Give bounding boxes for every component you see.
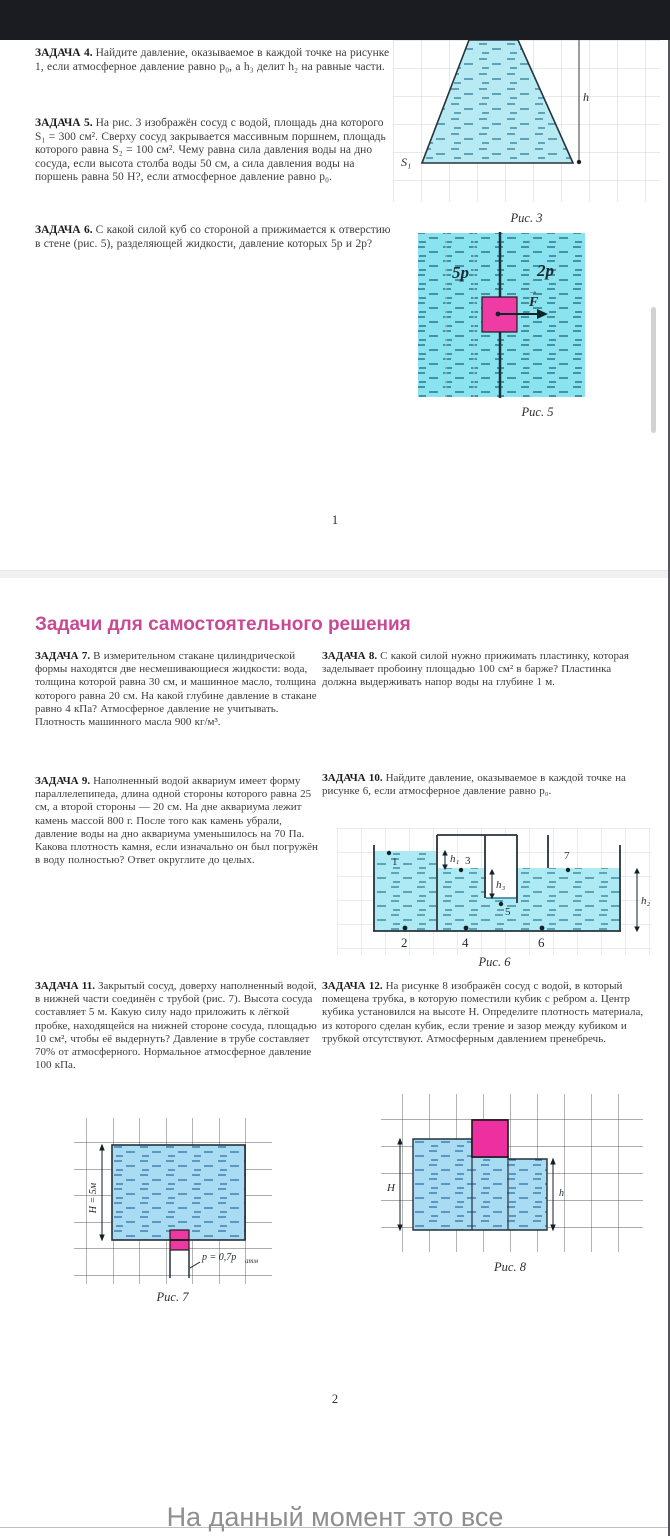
fig7-water-vessel: [112, 1145, 245, 1240]
task-9: [35, 775, 318, 867]
fig6-point-label-7: 7: [564, 850, 570, 862]
task-8-text: С какой силой нужно прижимать пластинку, которая заделывает пробоину площадью 100 см² в барже? Пластинка должна выдерживать напор воды на глубине 1 м.: [322, 650, 629, 689]
task-4: [35, 47, 393, 74]
fig6-point-label-5: 5: [505, 906, 511, 918]
fig5-caption: Рис. 5: [521, 405, 554, 419]
task-7-label: ЗАДАЧА 7.: [35, 650, 91, 662]
figure-7: [60, 1116, 285, 1286]
task-12: [322, 980, 644, 1046]
fig8-H-label: H: [387, 1182, 395, 1194]
task-6-label: ЗАДАЧА 6.: [35, 224, 93, 236]
fig6-water-left: [374, 851, 436, 931]
task-11-text: Закрытый сосуд, доверху наполненный водой, в нижней части соединён с трубой (рис. 7). Высота сосуда составляет 5 м. Какую силу надо приложить к лёгкой пробке, находящейся на нижней стороне сосуда, площадью 10 см², чтобы её выдернуть? Давление в трубе составляет 70% от атмосферного. Нормальное атмосферное давление 100 кПа.: [35, 980, 317, 1072]
figure-8: [375, 1092, 645, 1255]
fig6-h3-label: h₃: [496, 879, 506, 891]
fig5-2p-label: 2p: [537, 261, 554, 280]
task-10-label: ЗАДАЧА 10.: [322, 772, 383, 784]
task-9-text: Наполненный водой аквариум имеет форму параллелепипеда, длина одной стороны которого равна 25 см, а второй стороны — 20 см. На дне аквариума лежит камень массой 800 г. После того как камень убрали, давление воды на дно аквариума уменьшилось на 70 Па. Какова плотность камня, если изначально он был погружён в воду полностью? Ответ округлите до целых.: [35, 775, 318, 867]
footer-message: На данный момент это все: [166, 1502, 504, 1532]
fig5-5p-label: 5p: [452, 263, 469, 282]
task-11-label: ЗАДАЧА 11.: [35, 980, 96, 992]
fig6-point-label-2: 2: [401, 935, 408, 950]
section-heading: Задачи для самостоятельного решения: [35, 614, 411, 635]
task-5-text: На рис. 3 изображён сосуд с водой, площадь дна которого S₁ = 300 см². Сверху сосуд закрывается массивным поршнем, площадь которого равна S₂ = 100 см². Чему равна сила давления воды на дно сосуда, если высота столба воды 50 см, а сила давления воды на поршень равна 50 Н?, если атмосферное давление равно p₀.: [35, 117, 386, 184]
fig8-h-label: h: [559, 1188, 564, 1199]
figure-5: [415, 230, 660, 402]
task-7-text: В измерительном стакане цилиндрической формы находятся две несмешивающиеся жидкости: вода, толщина которой равна 30 см, и машинное масло, толщина которого равна 20 см. На какой глубине давление в стакане равно 4 кПа? Атмосферное давление не учитывать. Плотность машинного масла 900 кг/м³.: [35, 650, 317, 729]
fig5-force-label: F: [529, 295, 539, 310]
fig5-force-vector-arrow: →: [528, 286, 538, 297]
task-5-label: ЗАДАЧА 5.: [35, 117, 93, 129]
fig3-h-label: h: [583, 90, 589, 104]
fig3-s1-label: S₁: [401, 155, 412, 169]
document-page-1: [0, 40, 670, 570]
fig6-h2-label: h₂: [641, 895, 651, 907]
task-8-label: ЗАДАЧА 8.: [322, 650, 378, 662]
task-9-label: ЗАДАЧА 9.: [35, 775, 91, 787]
fig3-measure-dot: [577, 160, 581, 164]
fig8-caption: Рис. 8: [494, 1260, 526, 1274]
task-4-label: ЗАДАЧА 4.: [35, 47, 93, 59]
task-6-text: С какой силой куб со стороной a прижимается к отверстию в стене (рис. 5), разделяющей жидкости, давление которых 5p и 2p?: [35, 224, 391, 250]
fig6-caption: Рис. 6: [478, 955, 511, 969]
task-4-text: Найдите давление, оказываемое в каждой точке на рисунке 1, если атмосферное давление равно p₀, а h₃ делит h₂ на равные части.: [35, 47, 390, 73]
fig6-h1-label: h₁: [450, 853, 460, 865]
task-12-text: На рисунке 8 изображён сосуд с водой, в который помещена трубка, в которую поместили кубик с ребром a. Центр кубика установился на высоте H. Определите плотность материала, из которого сделан кубик, если трение и зазор между кубиком и трубкой отсутствуют. Атмосферным давлением пренебречь.: [322, 980, 644, 1045]
task-8: [322, 650, 644, 690]
task-10: [322, 772, 644, 798]
figure-3: [393, 40, 660, 208]
task-12-label: ЗАДАЧА 12.: [322, 980, 383, 992]
fig6-point-label-1: 1: [392, 856, 398, 868]
scrollbar-thumb[interactable]: [651, 307, 656, 433]
fig7-pressure-label: p = 0,7p: [202, 1252, 237, 1263]
status-bar: [0, 0, 670, 40]
fig6-water-right: [438, 868, 620, 931]
figure-6: [337, 828, 652, 958]
document-page-2: [0, 578, 670, 1528]
task-5: [35, 117, 393, 185]
fig7-caption: Рис. 7: [156, 1290, 189, 1304]
task-11: [35, 980, 318, 1072]
page-1-number: 1: [331, 513, 339, 527]
task-6: [35, 224, 393, 251]
fig6-point-label-3: 3: [465, 855, 471, 867]
page-2-number: 2: [331, 1392, 339, 1406]
task-7: [35, 650, 318, 729]
fig3-caption: Рис. 3: [510, 211, 543, 225]
fig6-point-label-4: 4: [462, 935, 469, 950]
task-10-text: Найдите давление, оказываемое в каждой точке на рисунке 6, если атмосферное давление равно p₀.: [322, 772, 626, 798]
fig7-pressure-sub-label: атм: [245, 1257, 259, 1265]
fig8-cube: [472, 1120, 508, 1157]
fig7-height-label: H = 5м: [88, 1182, 99, 1214]
fig6-point-label-6: 6: [538, 935, 545, 950]
